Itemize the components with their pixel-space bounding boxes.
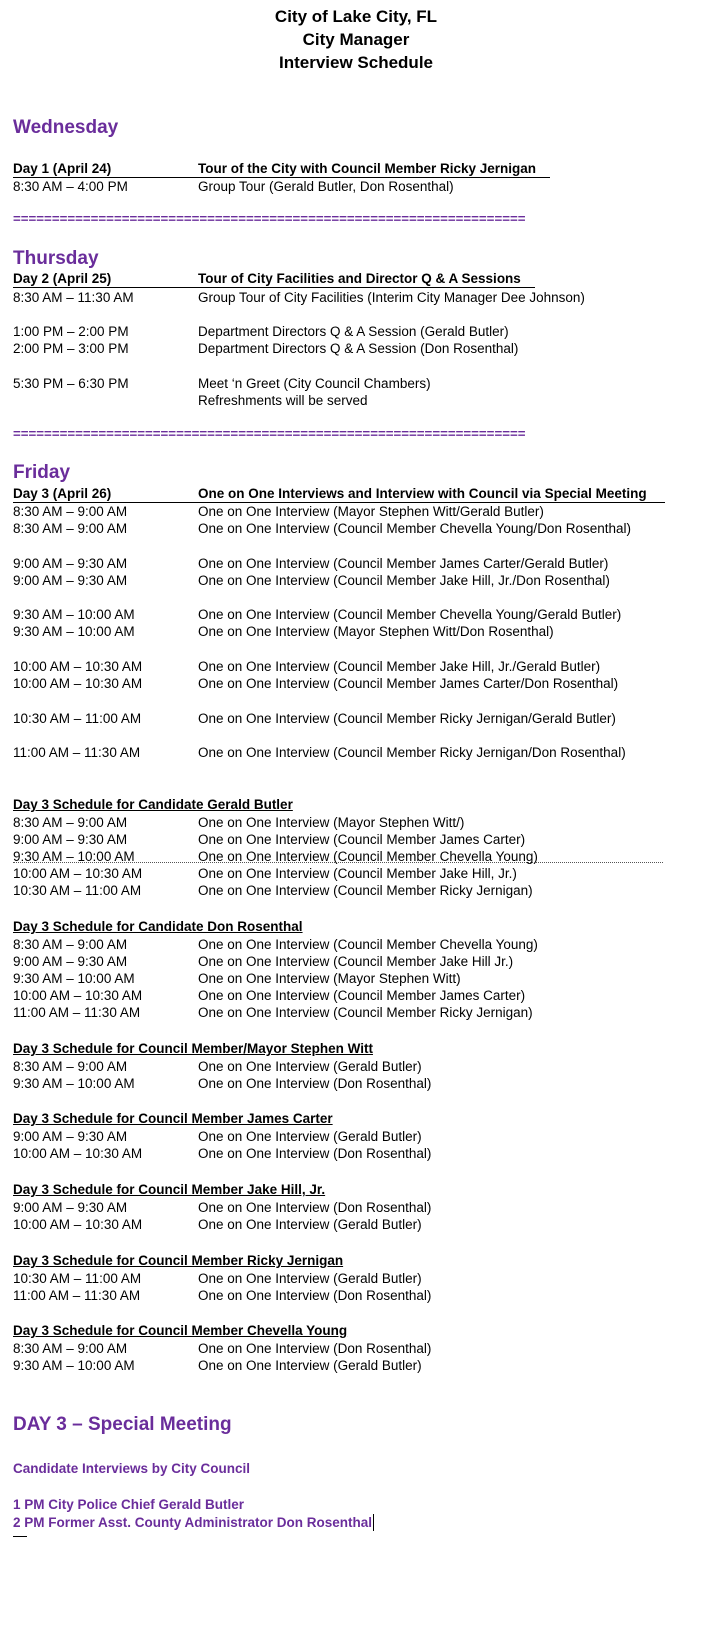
row-time: 10:00 AM – 10:30 AM	[13, 866, 143, 881]
row-desc: One on One Interview (Council Member James Carter/Don Rosenthal)	[198, 676, 619, 691]
row-desc: One on One Interview (Mayor Stephen Witt/Don Rosenthal)	[198, 624, 554, 639]
row-desc: One on One Interview (Gerald Butler)	[198, 1217, 422, 1232]
row-time: 9:30 AM – 10:00 AM	[13, 971, 135, 986]
row-time: 8:30 AM – 9:00 AM	[13, 815, 128, 830]
row-desc: One on One Interview (Don Rosenthal)	[198, 1200, 432, 1215]
schedule-heading: Day 3 Schedule for Council Member/Mayor Stephen Witt	[13, 1041, 373, 1056]
row-time: 9:30 AM – 10:00 AM	[13, 1358, 135, 1373]
row-desc: Department Directors Q & A Session (Gerald Butler)	[198, 324, 509, 339]
row-time: 8:30 AM – 9:00 AM	[13, 1341, 128, 1356]
row-desc: One on One Interview (Mayor Stephen Witt)	[198, 971, 461, 986]
row-time: 9:00 AM – 9:30 AM	[13, 573, 128, 588]
day-heading-wednesday: Wednesday	[13, 117, 119, 138]
row-desc: One on One Interview (Don Rosenthal)	[198, 1341, 432, 1356]
row-desc: One on One Interview (Council Member James Carter)	[198, 832, 526, 847]
row-desc: One on One Interview (Gerald Butler)	[198, 1129, 422, 1144]
row-time: 9:30 AM – 10:00 AM	[13, 624, 135, 639]
day3-description: One on One Interviews and Interview with Council via Special Meeting	[198, 486, 647, 501]
day2-description: Tour of City Facilities and Director Q & A Sessions	[198, 271, 521, 286]
schedule-heading: Day 3 Schedule for Council Member Chevella Young	[13, 1323, 348, 1338]
paragraph-mark	[13, 1536, 27, 1537]
text-cursor	[373, 1514, 374, 1531]
row-time: 10:00 AM – 10:30 AM	[13, 676, 143, 691]
special-meeting-title: DAY 3 – Special Meeting	[13, 1414, 232, 1435]
day-heading-thursday: Thursday	[13, 248, 99, 269]
row-desc: One on One Interview (Council Member Ricky Jernigan)	[198, 883, 533, 898]
row-time: 10:30 AM – 11:00 AM	[13, 711, 142, 726]
day-heading-friday: Friday	[13, 462, 71, 483]
schedule-heading: Day 3 Schedule for Candidate Gerald Butler	[13, 797, 293, 812]
row-time: 9:00 AM – 9:30 AM	[13, 1200, 128, 1215]
row-time: 10:00 AM – 10:30 AM	[13, 1146, 143, 1161]
row-time: 9:30 AM – 10:00 AM	[13, 607, 135, 622]
row-desc: Refreshments will be served	[198, 393, 368, 408]
day1-description: Tour of the City with Council Member Ricky Jernigan	[198, 161, 537, 176]
row-desc: One on One Interview (Council Member Jake Hill, Jr./Don Rosenthal)	[198, 573, 610, 588]
row-desc: One on One Interview (Council Member Chevella Young)	[198, 937, 538, 952]
row-desc: One on One Interview (Gerald Butler)	[198, 1271, 422, 1286]
dotted-divider	[13, 862, 663, 863]
special-meeting-subtitle: Candidate Interviews by City Council	[13, 1461, 251, 1476]
row-time: 8:30 AM – 4:00 PM	[13, 179, 128, 194]
row-time: 5:30 PM – 6:30 PM	[13, 376, 129, 391]
row-desc: Group Tour (Gerald Butler, Don Rosenthal)	[198, 179, 454, 194]
row-desc: One on One Interview (Council Member Jake Hill, Jr./Gerald Butler)	[198, 659, 601, 674]
row-time: 10:30 AM – 11:00 AM	[13, 1271, 142, 1286]
schedule-heading: Day 3 Schedule for Council Member Jake Hill, Jr.	[13, 1182, 326, 1197]
row-desc: Meet ‘n Greet (City Council Chambers)	[198, 376, 431, 391]
row-time: 9:00 AM – 9:30 AM	[13, 954, 128, 969]
row-time: 9:00 AM – 9:30 AM	[13, 1129, 128, 1144]
schedule-heading: Day 3 Schedule for Council Member James Carter	[13, 1111, 333, 1126]
separator: ==================================================================	[13, 426, 526, 441]
row-desc: Group Tour of City Facilities (Interim City Manager Dee Johnson)	[198, 290, 585, 305]
row-time: 9:30 AM – 10:00 AM	[13, 1076, 135, 1091]
schedule-heading: Day 3 Schedule for Candidate Don Rosenthal	[13, 919, 303, 934]
special-meeting-item-2[interactable]	[13, 1514, 374, 1531]
row-desc: One on One Interview (Council Member Ricky Jernigan/Don Rosenthal)	[198, 745, 626, 760]
day3-header	[13, 485, 665, 503]
row-desc: Department Directors Q & A Session (Don Rosenthal)	[198, 341, 519, 356]
separator: ==================================================================	[13, 211, 526, 226]
row-time: 9:00 AM – 9:30 AM	[13, 556, 128, 571]
row-desc: One on One Interview (Council Member James Carter)	[198, 988, 526, 1003]
row-desc: One on One Interview (Mayor Stephen Witt/)	[198, 815, 465, 830]
row-time: 11:00 AM – 11:30 AM	[13, 1005, 141, 1020]
day1-label: Day 1 (April 24)	[13, 161, 112, 176]
row-time: 11:00 AM – 11:30 AM	[13, 745, 141, 760]
row-time: 10:00 AM – 10:30 AM	[13, 988, 143, 1003]
special-meeting-item: 1 PM City Police Chief Gerald Butler	[13, 1497, 245, 1512]
row-desc: One on One Interview (Council Member James Carter/Gerald Butler)	[198, 556, 609, 571]
row-time: 8:30 AM – 9:00 AM	[13, 937, 128, 952]
doc-title-line1: City of Lake City, FL	[274, 7, 438, 26]
row-time: 8:30 AM – 9:00 AM	[13, 504, 128, 519]
row-time: 11:00 AM – 11:30 AM	[13, 1288, 141, 1303]
row-desc: One on One Interview (Council Member Chevella Young)	[198, 849, 538, 864]
doc-title-line2: City Manager	[302, 30, 410, 49]
row-desc: One on One Interview (Council Member Jake Hill, Jr.)	[198, 866, 517, 881]
doc-title-line3: Interview Schedule	[279, 53, 433, 72]
row-time: 8:30 AM – 9:00 AM	[13, 1059, 128, 1074]
row-desc: One on One Interview (Mayor Stephen Witt/Gerald Butler)	[198, 504, 544, 519]
row-time: 2:00 PM – 3:00 PM	[13, 341, 129, 356]
row-time: 10:00 AM – 10:30 AM	[13, 659, 143, 674]
day2-label: Day 2 (April 25)	[13, 271, 112, 286]
special-meeting-item-text: 2 PM Former Asst. County Administrator Don Rosenthal	[13, 1515, 373, 1530]
day2-header	[13, 270, 535, 288]
row-desc: One on One Interview (Gerald Butler)	[198, 1059, 422, 1074]
row-desc: One on One Interview (Don Rosenthal)	[198, 1288, 432, 1303]
row-time: 10:00 AM – 10:30 AM	[13, 1217, 143, 1232]
row-desc: One on One Interview (Council Member Chevella Young/Gerald Butler)	[198, 607, 622, 622]
row-desc: One on One Interview (Don Rosenthal)	[198, 1076, 432, 1091]
row-time: 8:30 AM – 11:30 AM	[13, 290, 134, 305]
row-desc: One on One Interview (Council Member Ricky Jernigan)	[198, 1005, 533, 1020]
row-time: 9:00 AM – 9:30 AM	[13, 832, 128, 847]
row-desc: One on One Interview (Council Member Jake Hill Jr.)	[198, 954, 514, 969]
day3-label: Day 3 (April 26)	[13, 486, 112, 501]
row-time: 10:30 AM – 11:00 AM	[13, 883, 142, 898]
row-desc: One on One Interview (Council Member Chevella Young/Don Rosenthal)	[198, 521, 631, 536]
day1-header	[13, 160, 550, 178]
row-time: 1:00 PM – 2:00 PM	[13, 324, 129, 339]
row-time: 8:30 AM – 9:00 AM	[13, 521, 128, 536]
row-time: 9:30 AM – 10:00 AM	[13, 849, 135, 864]
row-desc: One on One Interview (Don Rosenthal)	[198, 1146, 432, 1161]
row-desc: One on One Interview (Gerald Butler)	[198, 1358, 422, 1373]
schedule-heading: Day 3 Schedule for Council Member Ricky Jernigan	[13, 1253, 344, 1268]
row-desc: One on One Interview (Council Member Ricky Jernigan/Gerald Butler)	[198, 711, 616, 726]
